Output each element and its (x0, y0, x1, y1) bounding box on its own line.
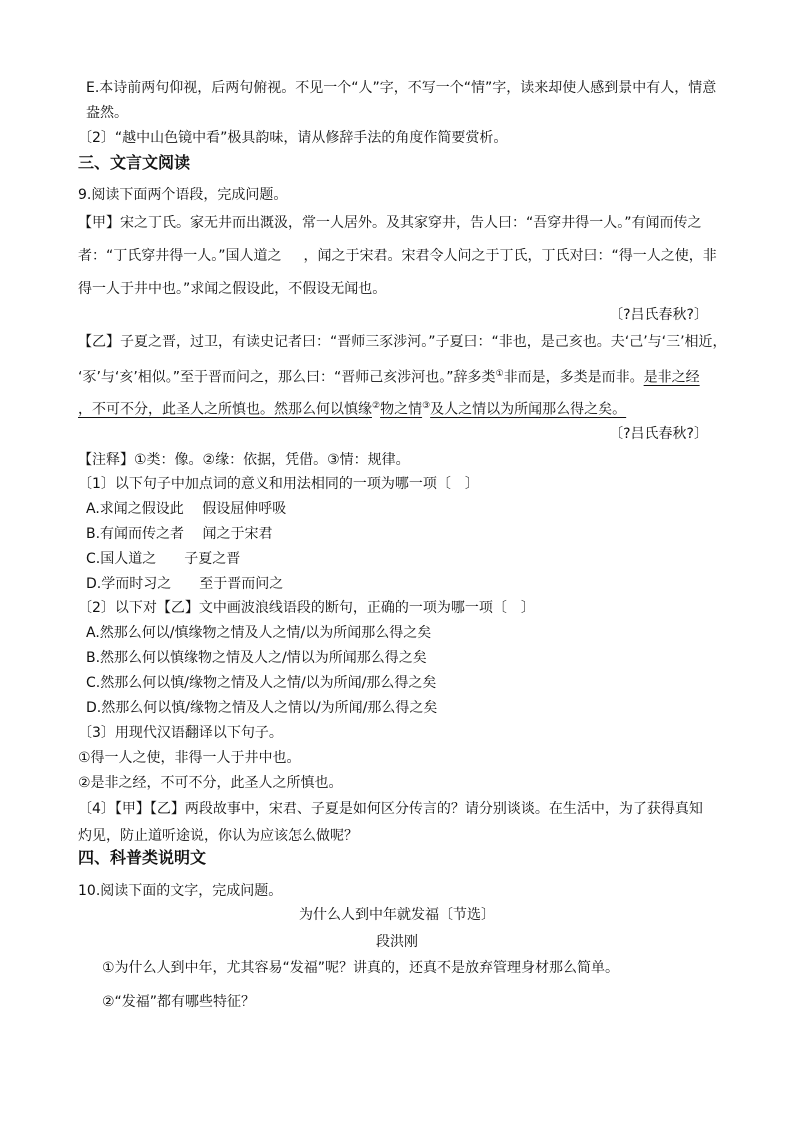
question-8-2: 〔2〕“越中山色镜中看”极具韵味，请从修辞手法的角度作简要赏析。 (78, 130, 508, 146)
question-9-prompt: 9.阅读下面两个语段，完成问题。 (78, 187, 288, 203)
passage-jia-source: 〔?吕氏春秋?〕 (609, 307, 708, 323)
sub-question-2-option-c: C.然那么何以慎/缘物之情及人之情/以为所闻/那么得之矣 (86, 675, 437, 691)
sub-question-4-line2: 灼见，防止道听途说，你认为应该怎么做呢？ (78, 828, 358, 844)
option-e-line1: E.本诗前两句仰视，后两句俯视。不见一个“人”字，不写一个“情”字，读来却使人感到景中有人，情意 (86, 80, 717, 96)
article-paragraph-2: ②“发福”都有哪些特征？ (102, 994, 256, 1010)
sub-question-2-option-a: A.然那么何以/慎缘物之情及人之情/以为所闻那么得之矣 (86, 625, 432, 641)
sub-question-3-sentence-1: ①得一人之使，非得一人于井中也。 (78, 750, 301, 766)
passage-jia-line3: 得一人于井中也。”求闻之假设此，不假设无闻也。 (78, 281, 387, 297)
footnote-mark-3: ③ (422, 401, 431, 411)
passage-yi-line1: 【乙】子夏之晋，过卫，有读史记者曰：“晋师三豕涉河。”子夏曰：“非也，是己亥也。夫‘己’与‘三’相近， (78, 334, 727, 350)
footnote-mark-1: ① (495, 369, 504, 379)
sub-question-1: 〔1〕以下句子中加点词的意义和用法相同的一项为哪一项〔 〕 (78, 476, 479, 492)
article-title: 为什么人到中年就发福〔节选〕 (299, 907, 495, 923)
annotation-note: 【注释】①类：像。②缘：依据，凭借。③情：规律。 (78, 452, 410, 468)
passage-jia-line1: 【甲】宋之丁氏。家无井而出溉汲，常一人居外。及其家穿井，告人曰：“吾穿井得一人。”有闻而传之 (78, 215, 702, 231)
sub-question-2-option-b: B.然那么何以慎缘物之情及人之/情以为所闻那么得之矣 (86, 650, 427, 666)
article-paragraph-1: ①为什么人到中年，尤其容易“发福”呢？讲真的，还真不是放弃管理身材那么简单。 (102, 960, 620, 976)
section-heading-classical: 三、文言文阅读 (78, 153, 191, 172)
sub-question-1-option-d: D.学而时习之 至于晋而问之 (86, 576, 284, 592)
question-10-prompt: 10.阅读下面的文字，完成问题。 (78, 883, 283, 899)
wavy-underlined-text: 是非之经 (643, 369, 700, 386)
sub-question-1-option-a: A.求闻之假设此 假设屈伸呼吸 (86, 501, 287, 517)
passage-jia-line2a: 者：“丁氏穿井得一人。”国人道之 (78, 248, 282, 264)
sub-question-2-option-d: D.然那么何以慎/缘物之情及人之情以/为所闻/那么得之矣 (86, 700, 438, 716)
wavy-underlined-text: 及人之情以为所闻那么得之矣。 (430, 401, 627, 418)
passage-yi-source: 〔?吕氏春秋?〕 (609, 426, 708, 442)
section-heading-science: 四、科普类说明文 (78, 848, 207, 867)
option-e-line2: 盎然。 (86, 105, 128, 121)
footnote-mark-2: ② (372, 401, 381, 411)
passage-yi-line2 (78, 364, 700, 388)
sub-question-1-option-c: C.国人道之 子夏之晋 (86, 551, 241, 567)
passage-jia-line2 (78, 246, 717, 266)
passage-yi-line2b: 非而是，多类是而非。 (503, 369, 644, 386)
sub-question-2: 〔2〕以下对【乙】文中画波浪线语段的断句，正确的一项为哪一项〔 〕 (78, 600, 535, 616)
article-author: 段洪刚 (376, 934, 418, 950)
sub-question-4-line1: 〔4〕【甲】【乙】两段故事中，宋君、子夏是如何区分传言的？请分别谈谈。在生活中，为了获得真知 (78, 801, 703, 817)
sub-question-3-sentence-2: ②是非之经，不可不分，此圣人之所慎也。 (78, 775, 343, 791)
passage-yi-line2a: ‘豕’与‘亥’相似。”至于晋而问之，那么曰：“晋师己亥涉河也。”辞多类 (78, 369, 496, 386)
passage-jia-line2b: ，闻之于宋君。宋君令人问之于丁氏，丁氏对曰：“得一人之使，非 (303, 248, 717, 264)
wavy-underlined-text: 物之情 (380, 401, 423, 418)
sub-question-3: 〔3〕用现代汉语翻译以下句子。 (78, 725, 283, 741)
sub-question-1-option-b: B.有闻而传之者 闻之于宋君 (86, 526, 273, 542)
wavy-underlined-text: ，不可不分，此圣人之所慎也。然那么何以慎缘 (78, 401, 372, 418)
passage-yi-line3 (78, 396, 626, 420)
